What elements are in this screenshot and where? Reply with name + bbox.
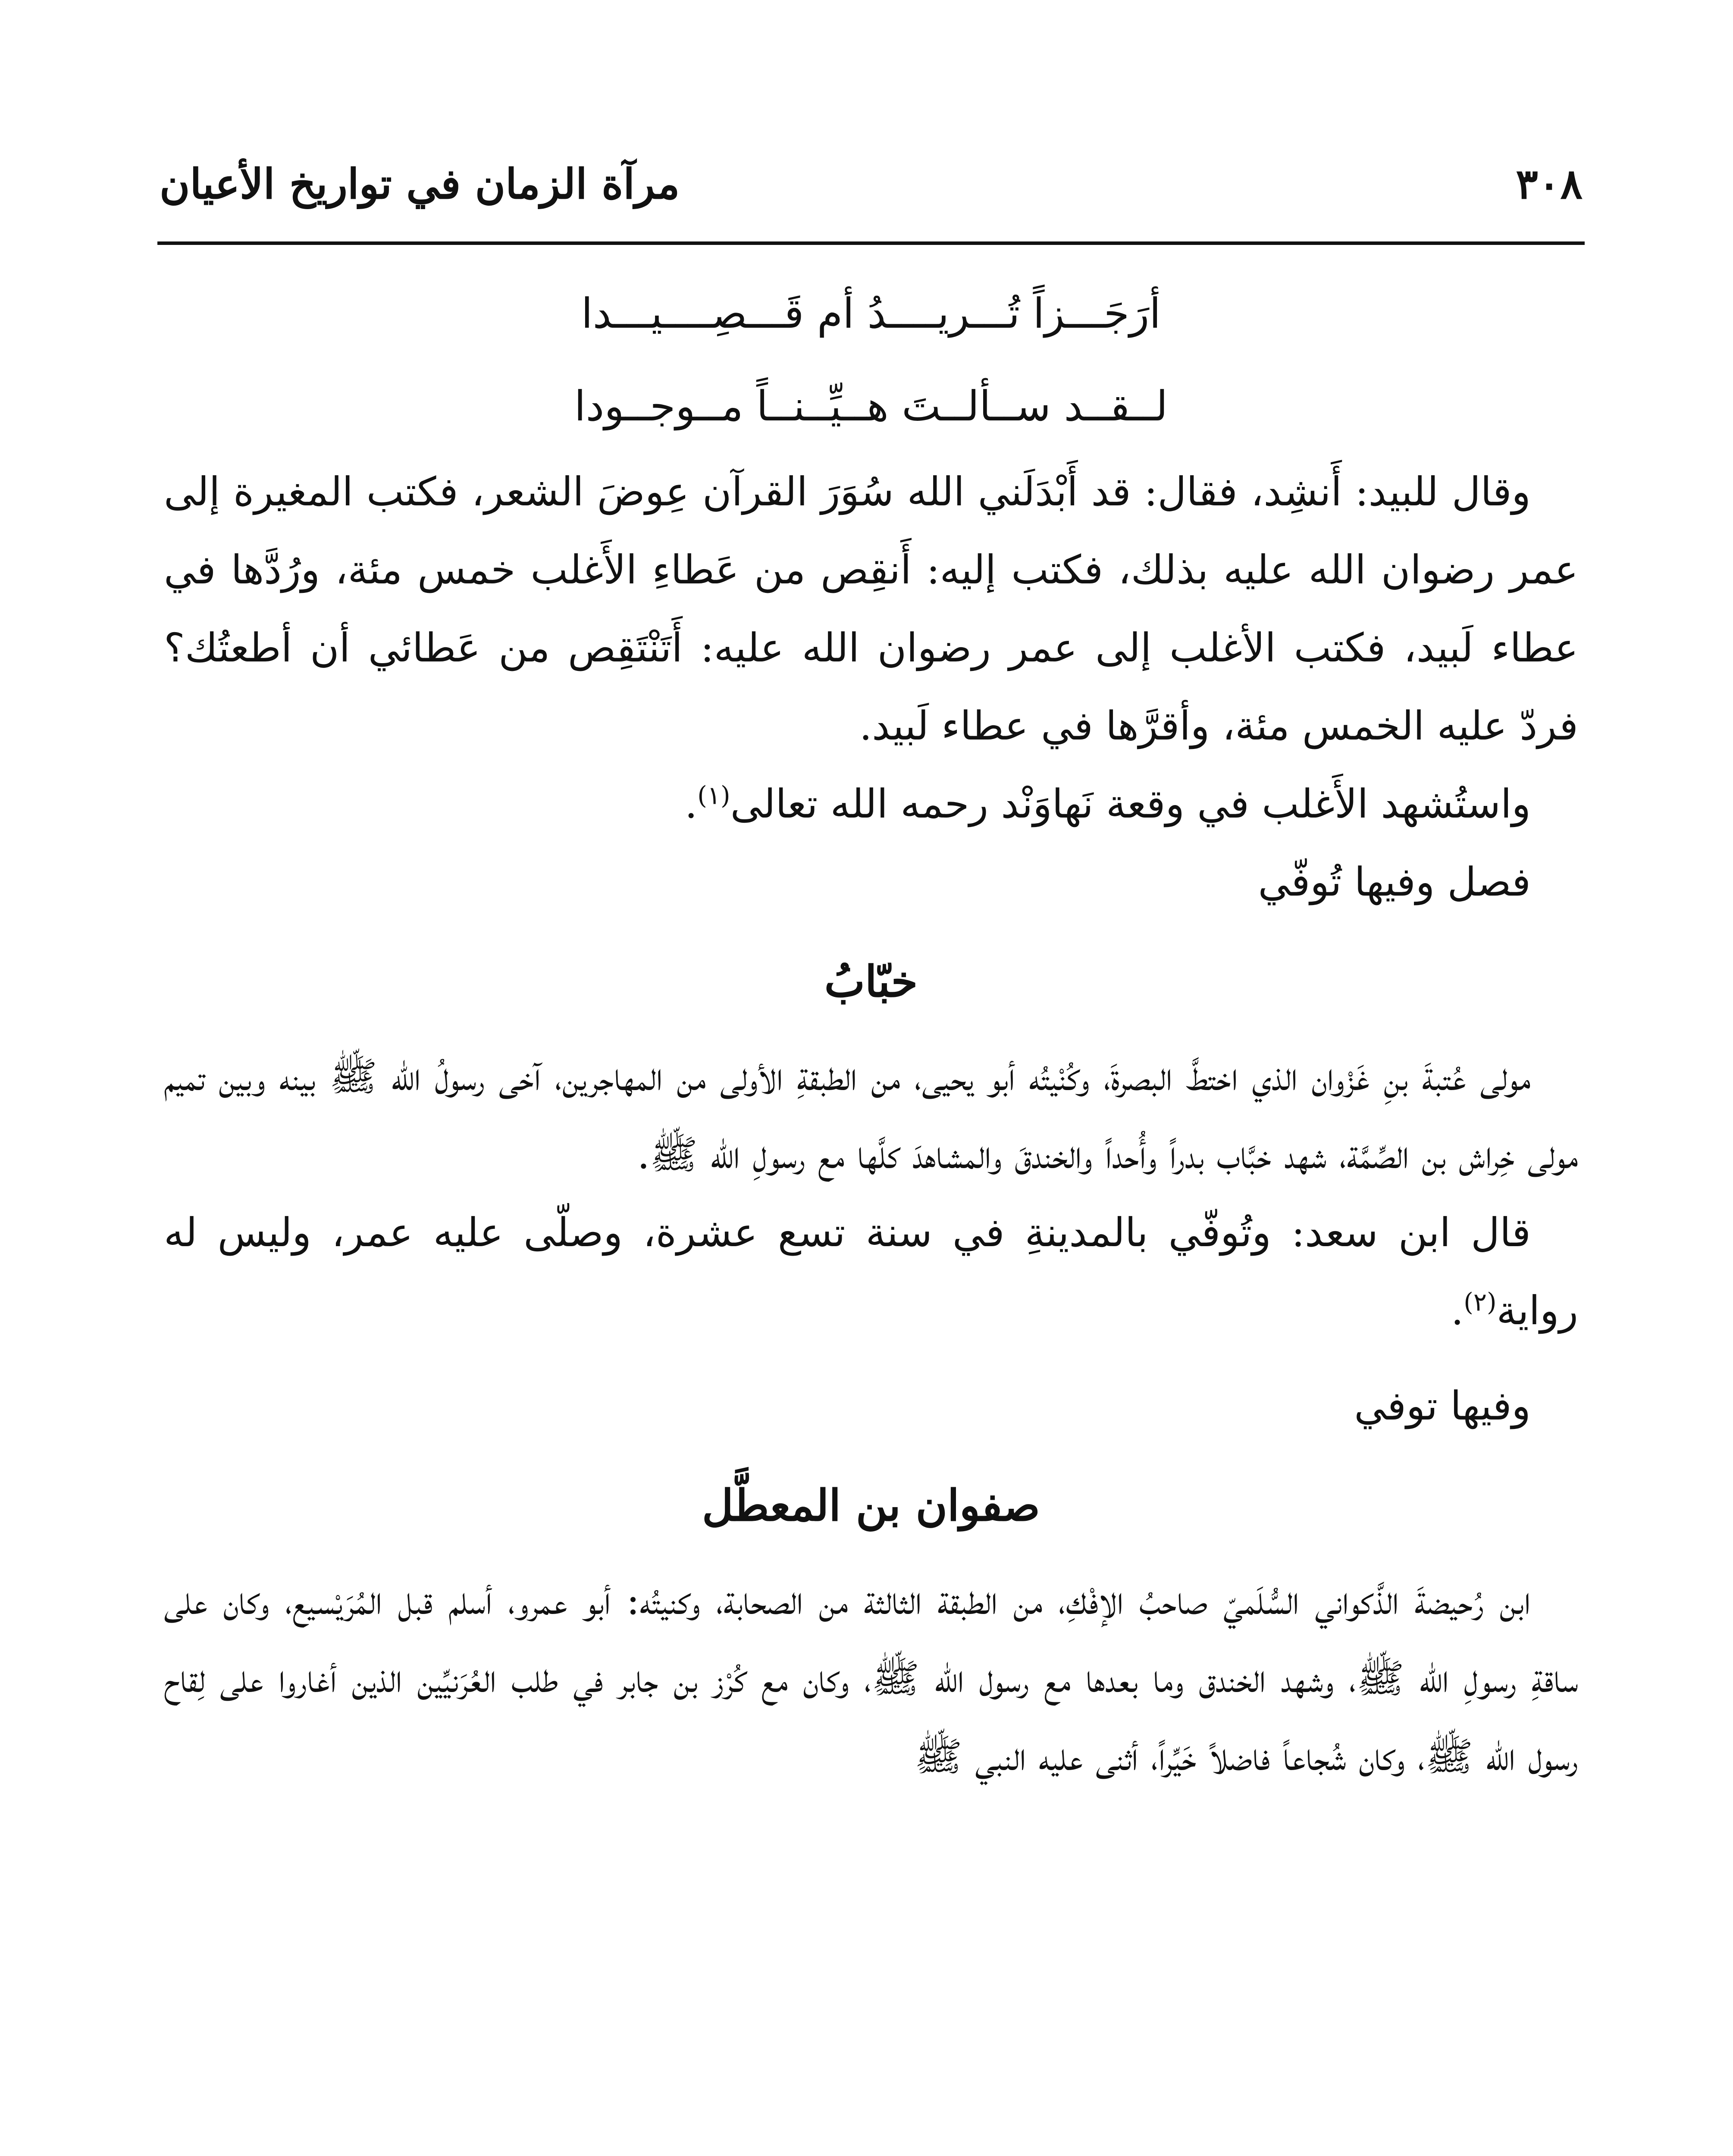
biography-title-khabbab: خبّابُ [824,956,918,1007]
poem-verses [164,267,1578,453]
running-title: مرآة الزمان في تواريخ الأعيان [160,160,680,208]
paragraph-aghlab-death [164,765,1578,843]
paragraph-text: واستُشهد الأَغلب في وقعة نَهاوَنْد رحمه الله تعالى [730,781,1531,827]
header-rule [157,241,1585,245]
paragraph-khabbab: مولى عُتبةَ بنِ غَزْوان الذي اختطَّ البصرةَ، وكُنْيتُه أبو يحيى، من الطبقةِ الأولى من المهاجرين، آخى رسولُ الله ﷺ بينه وبين تميم مولى خِراش بن الصِّمَّة، شهد خبَّاب بدراً وأُحداً والخندقَ والمشاهدَ كلَّها مع رسولِ الله ﷺ. [164,1053,1578,1178]
main-text [164,267,1578,1796]
verse-line: لــقــد ســألــتَ هــيِّــنــاً مــوجــودا [574,382,1168,430]
page-header [160,160,1583,229]
paragraph-period: . [685,781,698,827]
paragraph-ibn-saad [164,1194,1578,1350]
biography-title-safwan: صفوان بن المعطَّل [702,1480,1040,1531]
paragraph-labid: وقال للبيد: أَنشِد، فقال: قد أَبْدَلَني الله سُوَرَ القرآن عِوضَ الشعر، فكتب المغيرة إلى عمر رضوان الله عليه بذلك، فكتب إليه: أَنقِص من عَطاءِ الأَغلب خمس مئة، ورُدَّها في عطاء لَبيد، فكتب الأغلب إلى عمر رضوان الله عليه: أَتَنْتَقِص من عَطائي أن أطعتُك؟ فردّ عليه الخمس مئة، وأقرَّها في عطاء لَبيد. [164,469,1579,749]
section-intro-line: وفيها توفي [1354,1383,1531,1429]
page-number: ٣٠٨ [1516,160,1583,208]
section-intro-line: فصل وفيها تُوفّي [1258,859,1531,905]
verse-line: أرَجَـــزاً تُـــريــــدُ أم قَـــصِــــيـــدا [581,289,1161,338]
footnote-ref-1: (١) [697,780,730,810]
paragraph-text: قال ابن سعد: وتُوفّي بالمدينةِ في سنة تسع عشرة، وصلّى عليه عمر، وليس له رواية [164,1210,1578,1334]
paragraph-period: . [1451,1288,1464,1334]
paragraph-safwan: ابن رُحيضةَ الذَّكواني السُّلَميّ صاحبُ الإفْكِ، من الطبقة الثالثة من الصحابة، وكنيتُه: أبو عمرو، أسلم قبل المُرَيْسيع، وكان على ساقةِ رسولِ الله ﷺ، وشهد الخندق وما بعدها مع رسول الله ﷺ، وكان مع كُرْز بن جابر في طلب العُرَنيِّين الذين أغاروا على لِقاح رسول الله ﷺ، وكان شُجاعاً فاضلاً خَيِّراً، أثنى عليه النبي ﷺ [164,1577,1578,1780]
footnote-ref-2: (٢) [1463,1287,1497,1317]
